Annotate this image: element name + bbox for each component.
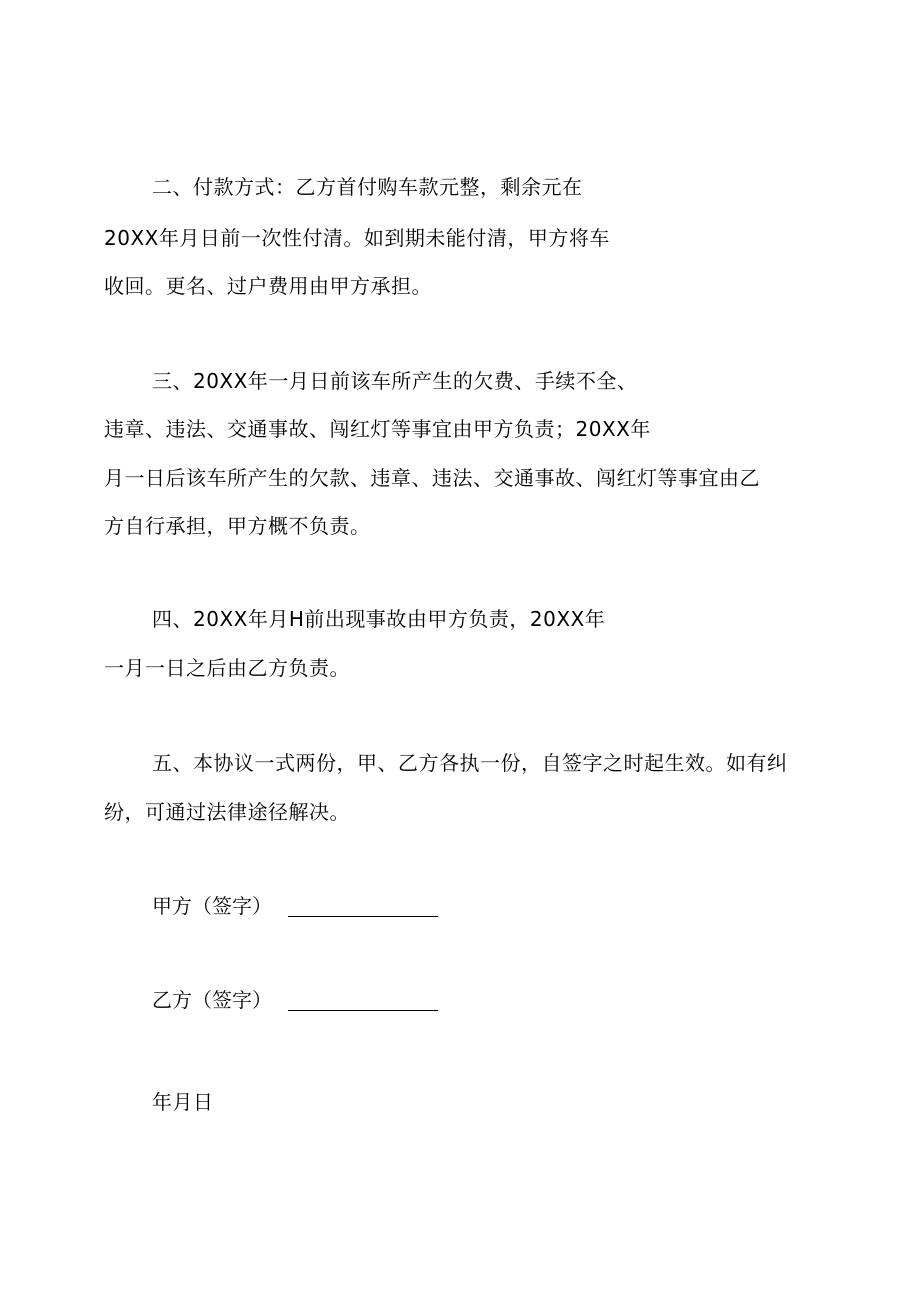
party-a-signature-label: 甲方（签字） xyxy=(152,894,272,918)
clause-2-line-1: 二、付款方式：乙方首付购车款元整，剩余元在 xyxy=(152,175,583,199)
party-a-signature-row xyxy=(152,893,438,919)
clause-5-line-2: 纷，可通过法律途径解决。 xyxy=(104,800,350,824)
clause-2-line-2: 20XX年月日前一次性付清。如到期未能付清，甲方将车 xyxy=(104,226,610,250)
party-b-signature-line xyxy=(288,1009,438,1011)
clause-3-line-1: 三、20XX年一月日前该车所产生的欠费、手续不全、 xyxy=(152,369,638,393)
clause-2-line-3: 收回。更名、过户费用由甲方承担。 xyxy=(104,274,432,298)
clause-4-line-2: 一月一日之后由乙方负责。 xyxy=(104,656,350,680)
clause-3-line-4: 方自行承担，甲方概不负责。 xyxy=(104,514,371,538)
clause-3-line-3: 月一日后该车所产生的欠款、违章、违法、交通事故、闯红灯等事宜由乙 xyxy=(104,466,760,490)
clause-5-line-1: 五、本协议一式两份，甲、乙方各执一份，自签字之时起生效。如有纠 xyxy=(152,751,788,775)
date-label: 年月日 xyxy=(152,1090,214,1114)
party-b-signature-label: 乙方（签字） xyxy=(152,988,272,1012)
party-a-signature-line xyxy=(288,915,438,917)
clause-4-line-1: 四、20XX年月H前出现事故由甲方负责，20XX年 xyxy=(152,607,606,631)
party-b-signature-row xyxy=(152,987,438,1013)
clause-3-line-2: 违章、违法、交通事故、闯红灯等事宜由甲方负责；20XX年 xyxy=(104,417,651,441)
